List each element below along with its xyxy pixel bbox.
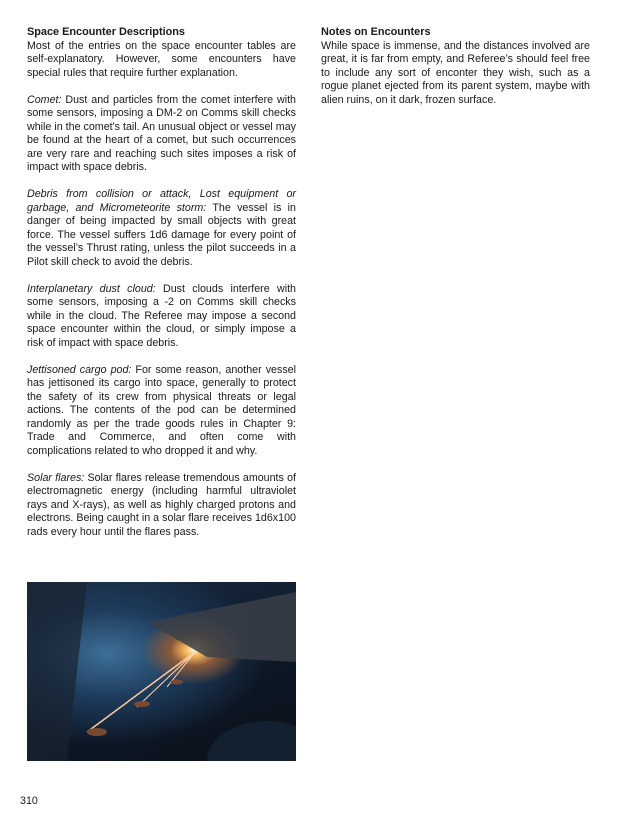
notes-heading: Notes on Encounters — [321, 26, 431, 38]
entry-term: Comet: — [27, 93, 62, 106]
entry-text: Dust and particles from the comet interfere with some sensors, imposing a DM-2 on Comms skill checks while in the comet's tail. An unusual object or vessel may be found at the heart of a comet, but such occurrences are very rare and reaching such sites imposes a risk of impact with space debris. — [27, 93, 296, 173]
ship-silhouette — [27, 582, 87, 761]
entry-dust-cloud — [27, 283, 296, 351]
entry-debris — [27, 188, 296, 269]
left-column — [27, 26, 296, 553]
entry-cargo-pod — [27, 364, 296, 459]
space-battle-illustration — [27, 582, 296, 761]
right-column — [321, 26, 590, 121]
entry-term: Jettisoned cargo pod: — [27, 363, 132, 376]
fighter-ship — [87, 728, 107, 736]
notes-paragraph: While space is immense, and the distances involved are great, it is far from empty, and Referee’s should feel free to include any sort of enconter they wish, such as a rogue planet ejected from its parent system, maybe with alien ruins, on it dark, frozen surface. — [321, 39, 590, 106]
planet — [207, 721, 296, 761]
entry-text: The vessel is in danger of being impacted by small objects with great force. The vessel suffers 1d6 damage for every point of the vessel’s Thrust rating, unless the pilot succeeds in a Pilot skill check to avoid the debris. — [27, 201, 296, 268]
laser-beam — [87, 652, 195, 732]
fighter-ship — [134, 701, 150, 707]
entry-text: Dust clouds interfere with some sensors, imposing a -2 on Comms skill checks while in the cloud. The Referee may impose a second space encounter within the cloud, or simply impose a risk of impact with space debris. — [27, 282, 296, 349]
illustration-art — [27, 582, 296, 761]
section-heading: Space Encounter Descriptions — [27, 26, 185, 38]
entry-term: Solar flares: — [27, 471, 85, 484]
entry-term: Interplanetary dust cloud: — [27, 282, 156, 295]
entry-term: Debris from collision or attack, Lost equipment or garbage, and Micrometeorite storm: — [27, 188, 296, 214]
entry-text: Solar flares release tremendous amounts of electromagnetic energy (including harmful ultraviolet rays and X-rays), as well as highly charged protons and electrons. Being caught in a solar flare receives 1d6x100 rads every hour until the flares pass. — [27, 471, 296, 538]
page-number: 310 — [20, 795, 38, 807]
laser-beam — [137, 652, 195, 707]
intro-paragraph: Most of the entries on the space encounter tables are self-explanatory. However, some encounters have special rules that require further explanation. — [27, 39, 296, 79]
entry-text: For some reason, another vessel has jettisoned its cargo into space, generally to protect the safety of its crew from physical threats or legal actions. The contents of the pod can be determined randomly as per the trade goods rules in Chapter 9: Trade and Commerce, and often come with complications related to who dropped it and why. — [27, 363, 297, 457]
fighter-ship — [171, 680, 183, 685]
entry-solar-flares — [27, 472, 296, 540]
capital-ship — [147, 592, 296, 662]
entry-comet — [27, 94, 296, 175]
